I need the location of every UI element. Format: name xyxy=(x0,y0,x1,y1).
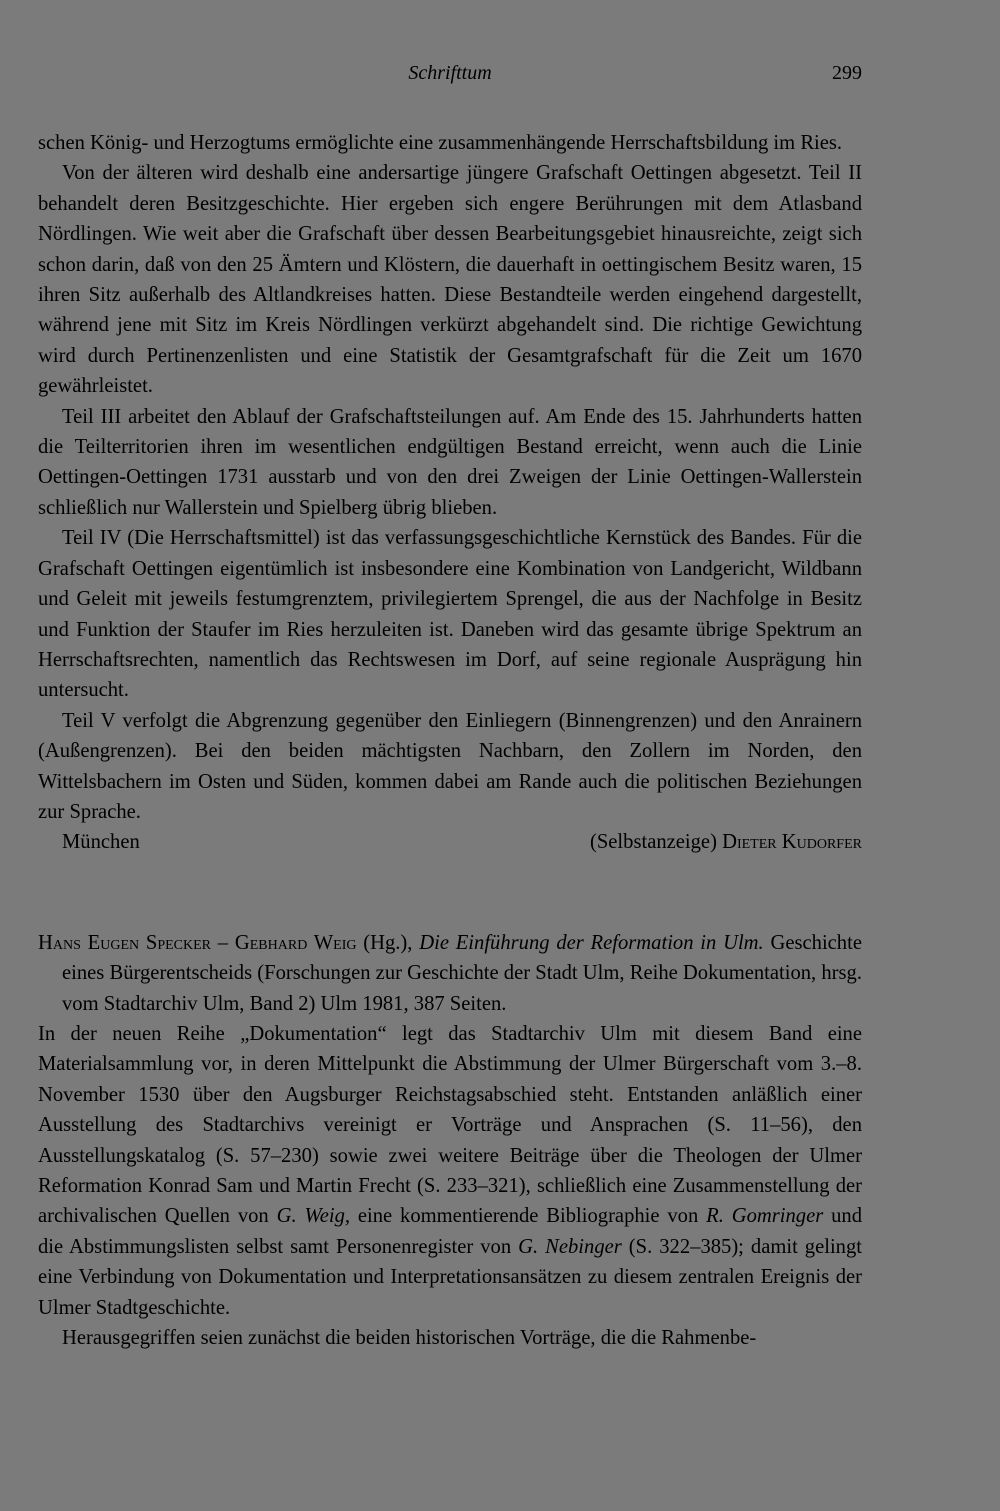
citation-authors: Hans Eugen Specker – Gebhard Weig xyxy=(38,931,357,954)
paragraph: Teil V verfolgt die Abgrenzung gegenüber den Einliegern (Binnengrenzen) und den Anrainern (Außengrenzen). Bei den beiden mächtigsten Nachbarn, den Zollern im Norden, den Wittelsbachern im Osten und Süden, kommen dabei am Rande auch die politischen Beziehungen zur Sprache. xyxy=(38,709,862,823)
paragraph: Teil III arbeitet den Ablauf der Grafschaftsteilungen auf. Am Ende des 15. Jahrhunderts hatten die Teilterritorien ihren im wesentlichen endgültigen Bestand erreicht, wenn auch die Linie Oettingen-Oettingen 1731 ausstarb und von den drei Zweigen der Linie Oettingen-Wallerstein schließlich nur Wallerstein und Spielberg übrig blieben. xyxy=(38,405,862,519)
running-head-title: Schrifttum xyxy=(408,62,492,84)
person-name: G. Nebinger xyxy=(518,1235,622,1258)
citation-book-title: Die Einführung der Reformation in Ulm. xyxy=(419,931,764,954)
running-head xyxy=(38,58,862,92)
paragraph: Herausgegriffen seien zunächst die beiden historischen Vorträge, die die Rahmenbe- xyxy=(62,1327,757,1350)
review-2 xyxy=(38,928,862,1354)
paragraph-text: und die Abstimmungslisten selbst samt Personenregister von xyxy=(38,1205,862,1258)
signature-name: Dieter Kudorfer xyxy=(722,831,862,854)
paragraph-text: In der neuen Reihe „Dokumentation“ legt das Stadtarchiv Ulm mit diesem Band eine Materialsammlung vor, in deren Mittelpunkt die Abstimmung der Ulmer Bürgerschaft vom 3.–8. November 1530 über den Augsburger Reichstagsabschied steht. Entstanden anläßlich einer Ausstellung des Stadtarchivs vereinigt er Vorträge und Ansprachen (S. 11–56), den Ausstellungskatalog (S. 57–230) sowie zwei weitere Beiträge über die Theologen der Ulmer Reformation Konrad Sam und Martin Frecht (S. 233–321), schließlich eine Zusammenstellung der archivalischen Quellen von xyxy=(38,1022,862,1228)
review-1-body xyxy=(38,128,862,858)
citation xyxy=(38,928,862,1019)
signature xyxy=(590,827,862,857)
signature-prefix: (Selbstanzeige) xyxy=(589,831,717,854)
place: München xyxy=(62,831,140,854)
paragraph-text: (S. 322–385); damit gelingt eine Verbindung von Dokumentation und Interpretationsansätzen zu diesem zentralen Ereignis der Ulmer Stadtgeschichte. xyxy=(38,1235,862,1319)
page xyxy=(38,58,862,1353)
paragraph: schen König- und Herzogtums ermöglichte eine zusammenhängende Herrschaftsbildung im Ries. xyxy=(38,132,843,154)
paragraph-text: eine kommentierende Bibliographie von xyxy=(357,1205,699,1228)
person-name: R. Gomringer xyxy=(706,1205,824,1228)
paragraph xyxy=(38,1019,862,1323)
paragraph: Von der älteren wird deshalb eine andersartige jüngere Grafschaft Oettingen abgesetzt. Teil II behandelt deren Besitzgeschichte. Hier ergeben sich engere Berührungen mit dem Atlasband Nördlingen. Wie weit aber die Grafschaft über dessen Bearbeitungsgebiet hinausreichte, zeigt sich schon darin, daß von den 25 Ämtern und Klöstern, die dauerhaft in oettingischem Besitz waren, 15 ihren Sitz außerhalb des Altlandkreises hatten. Diese Bestandteile werden eingehend dargestellt, während jene mit Sitz im Kreis Nördlingen verkürzt abgehandelt sind. Die richtige Gewichtung wird durch Pertinenzenlisten und eine Statistik der Gesamtgrafschaft für die Zeit um 1670 gewährleistet. xyxy=(38,162,862,398)
citation-editor-mark: (Hg.), xyxy=(363,931,413,954)
signature-line xyxy=(38,827,862,857)
paragraph: Teil IV (Die Herrschaftsmittel) ist das verfassungsgeschichtliche Kernstück des Bandes. Für die Grafschaft Oettingen eigentümlich ist insbesondere eine Kombination von Landgericht, Wildbann und Geleit mit jeweils festumgrenztem, privilegiertem Sprengel, die aus der Nachfolge in Besitz und Funktion der Staufer im Ries herzuleiten ist. Daneben wird das gesamte übrige Spektrum an Herrschaftsrechten, namentlich das Rechtswesen im Dorf, auf seine regionale Ausprägung hin untersucht. xyxy=(38,527,862,702)
person-name: G. Weig, xyxy=(276,1205,351,1228)
citation-details: Geschichte eines Bürgerentscheids (Forschungen zur Geschichte der Stadt Ulm, Reihe Dokumentation, hrsg. vom Stadtarchiv Ulm, Band 2) Ulm 1981, 387 Seiten. xyxy=(62,931,862,1015)
page-number: 299 xyxy=(832,62,862,84)
